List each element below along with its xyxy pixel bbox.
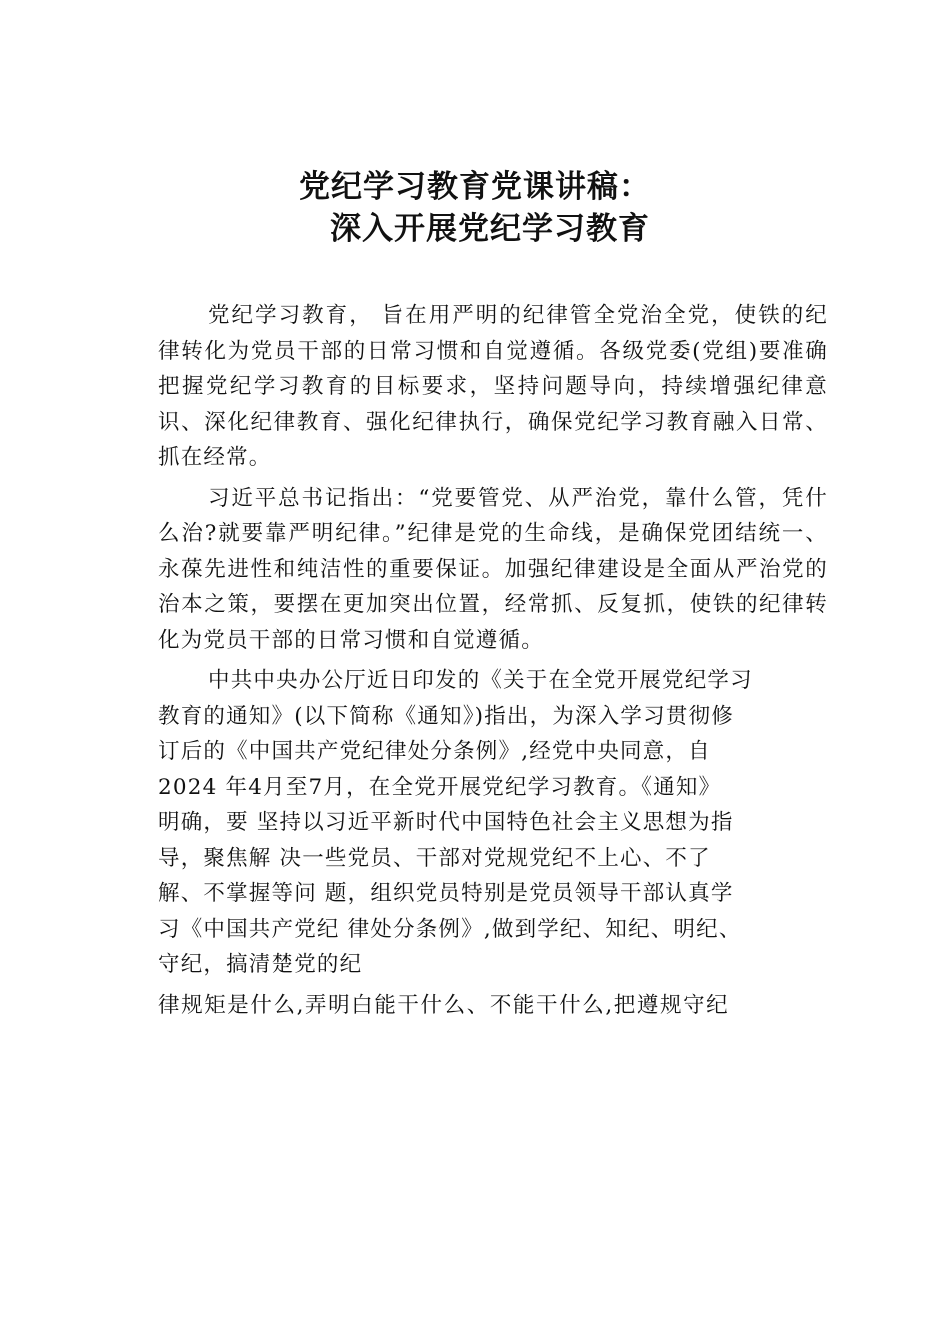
title-line-1: 党纪学习教育党课讲稿：	[299, 169, 651, 205]
paragraph-3-line: 习《中国共产党纪 律处分条例》,做到学纪、知纪、明纪、	[158, 916, 742, 942]
title-line-2: 深入开展党纪学习教育	[330, 211, 650, 247]
paragraph-3-line: 守纪，搞清楚党的纪	[158, 952, 363, 977]
paragraph-3	[158, 663, 828, 983]
document-title	[0, 166, 950, 250]
paragraph-3-line: 明确，要 坚持以习近平新时代中国特色社会主义思想为指	[158, 810, 734, 835]
continuation-line: 律规矩是什么,弄明白能干什么、不能干什么,把遵规守纪	[158, 992, 730, 1018]
paragraph-3-line: 中共中央办公厅近日印发的《关于在全党开展党纪学习	[208, 668, 753, 693]
paragraph-3-line: 2024 年4月至7月，在全党开展党纪学习教育。《通知》	[158, 774, 722, 800]
paragraph-3-line: 订后的《中国共产党纪律处分条例》,经党中央同意，自	[158, 739, 711, 764]
document-body	[158, 298, 828, 1023]
paragraph-3-line: 导，聚焦解 决一些党员、干部对党规党纪不上心、不了	[158, 845, 711, 871]
paragraph-1: 党纪学习教育， 旨在用严明的纪律管全党治全党，使铁的纪律转化为党员干部的日常习惯和自觉遵循。各级党委(党组)要准确把握党纪学习教育的目标要求，坚持问题导向，持续增强纪律意识、深化纪律教育、强化纪律执行，确保党纪学习教育融入日常、抓在经常。	[158, 303, 828, 470]
paragraph-3-line: 解、不掌握等问 题，组织党员特别是党员领导干部认真学	[158, 881, 734, 906]
paragraph-3-line: 教育的通知》(以下简称《通知》)指出，为深入学习贯彻修	[158, 703, 734, 729]
paragraph-2: 习近平总书记指出：“党要管党、从严治党，靠什么管，凭什么治?就要靠严明纪律。”纪律是党的生命线，是确保党团结统一、永葆先进性和纯洁性的重要保证。加强纪律建设是全面从严治党的治本之策，要摆在更加突出位置，经常抓、反复抓，使铁的纪律转化为党员干部的日常习惯和自觉遵循。	[158, 485, 828, 653]
